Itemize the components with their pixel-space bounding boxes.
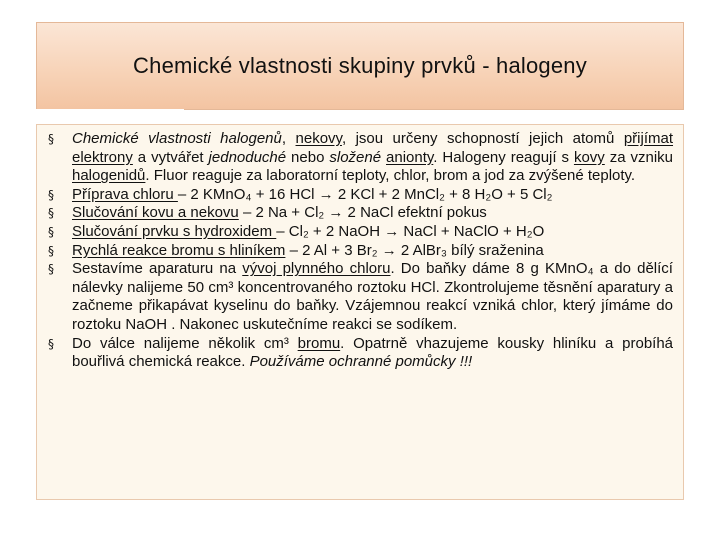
text: . Do baňky dáme 8 g KMnO₄ a do dělící nálevky nalijeme 50 cm³ koncentrovaného roztoku HCl. Zkontrolujeme těsnění aparatury a začneme přikapávat kyselinu do baňky. Vzájemnou reakcí vzniká chlor, který jímáme do roztoku NaOH . Nakonec uskutečníme reakci se sodíkem.	[72, 260, 673, 333]
bullet-item-bromine-cylinder	[47, 335, 673, 372]
bullet-marker: §	[48, 243, 54, 258]
bullet-marker: §	[48, 132, 54, 146]
bullet-item-metal-nonmetal	[47, 204, 673, 223]
bullet-marker: §	[48, 336, 54, 351]
content-box	[36, 124, 684, 500]
item-lead: Příprava chloru	[72, 185, 178, 203]
slide-title: Chemické vlastnosti skupiny prvků - halogeny	[133, 53, 587, 78]
bullet-marker: §	[48, 187, 54, 202]
term-anionty: anionty	[386, 148, 434, 166]
term-bromu: bromu	[297, 334, 341, 352]
title-accent-line	[36, 109, 184, 110]
bullet-marker: §	[48, 224, 54, 239]
text: Sestavíme aparaturu na	[72, 260, 243, 278]
bullet-item-hydroxide	[47, 223, 673, 242]
text: ,	[281, 130, 296, 147]
term-halogenidu: halogenidů	[72, 167, 146, 185]
text: , jsou určeny schopností jejich atomů	[341, 130, 624, 147]
term-nekovy: nekovy	[295, 130, 342, 147]
term-kovy: kovy	[573, 148, 605, 166]
reaction-equation: – Cl₂ + 2 NaOH → NaCl + NaClO + H₂O	[276, 222, 545, 240]
text: . Opatrně vhazujeme kousky hliníku a probíhá bouřlivá chemická reakce.	[72, 334, 674, 371]
term-jednoduche: jednoduché	[208, 148, 287, 166]
term-slozene: složené	[329, 148, 382, 166]
bullet-list	[47, 130, 673, 372]
term-prijimat-elektrony: přijímat elektrony	[72, 130, 674, 166]
text: za vzniku	[604, 148, 674, 166]
text: a vytvářet	[132, 148, 209, 166]
bullet-marker: §	[48, 262, 54, 277]
text-italic: Chemické vlastnosti halogenů	[72, 130, 282, 147]
item-lead: Slučování kovu a nekovu	[72, 204, 239, 222]
item-lead: Rychlá reakce bromu s hliníkem	[72, 241, 286, 259]
text: . Halogeny reagují s	[433, 148, 574, 166]
reaction-equation: – 2 Na + Cl₂ → 2 NaCl efektní pokus	[238, 204, 487, 222]
item-lead: Slučování prvku s hydroxidem	[72, 222, 277, 240]
text: nebo	[286, 148, 330, 166]
text: Do válce nalijeme několik cm³	[72, 334, 298, 352]
text: . Fluor reaguje za laboratorní teploty, chlor, brom a jod za zvýšené teploty.	[145, 167, 636, 185]
bullet-item-apparatus	[47, 260, 673, 334]
bullet-item-halogen-properties	[47, 130, 673, 186]
bullet-item-bromine-aluminium	[47, 242, 673, 261]
safety-note: Používáme ochranné pomůcky !!!	[249, 353, 473, 371]
reaction-equation: – 2 KMnO₄ + 16 HCl → 2 KCl + 2 MnCl₂ + 8 H₂O + 5 Cl₂	[177, 185, 553, 203]
bullet-item-chlorine-preparation	[47, 186, 673, 205]
reaction-equation: – 2 Al + 3 Br₂ → 2 AlBr₃ bílý sraženina	[285, 241, 544, 259]
title-box	[36, 22, 684, 110]
bullet-marker: §	[48, 206, 54, 221]
term-vyvoj-plynneho-chloru: vývoj plynného chloru	[242, 260, 391, 278]
